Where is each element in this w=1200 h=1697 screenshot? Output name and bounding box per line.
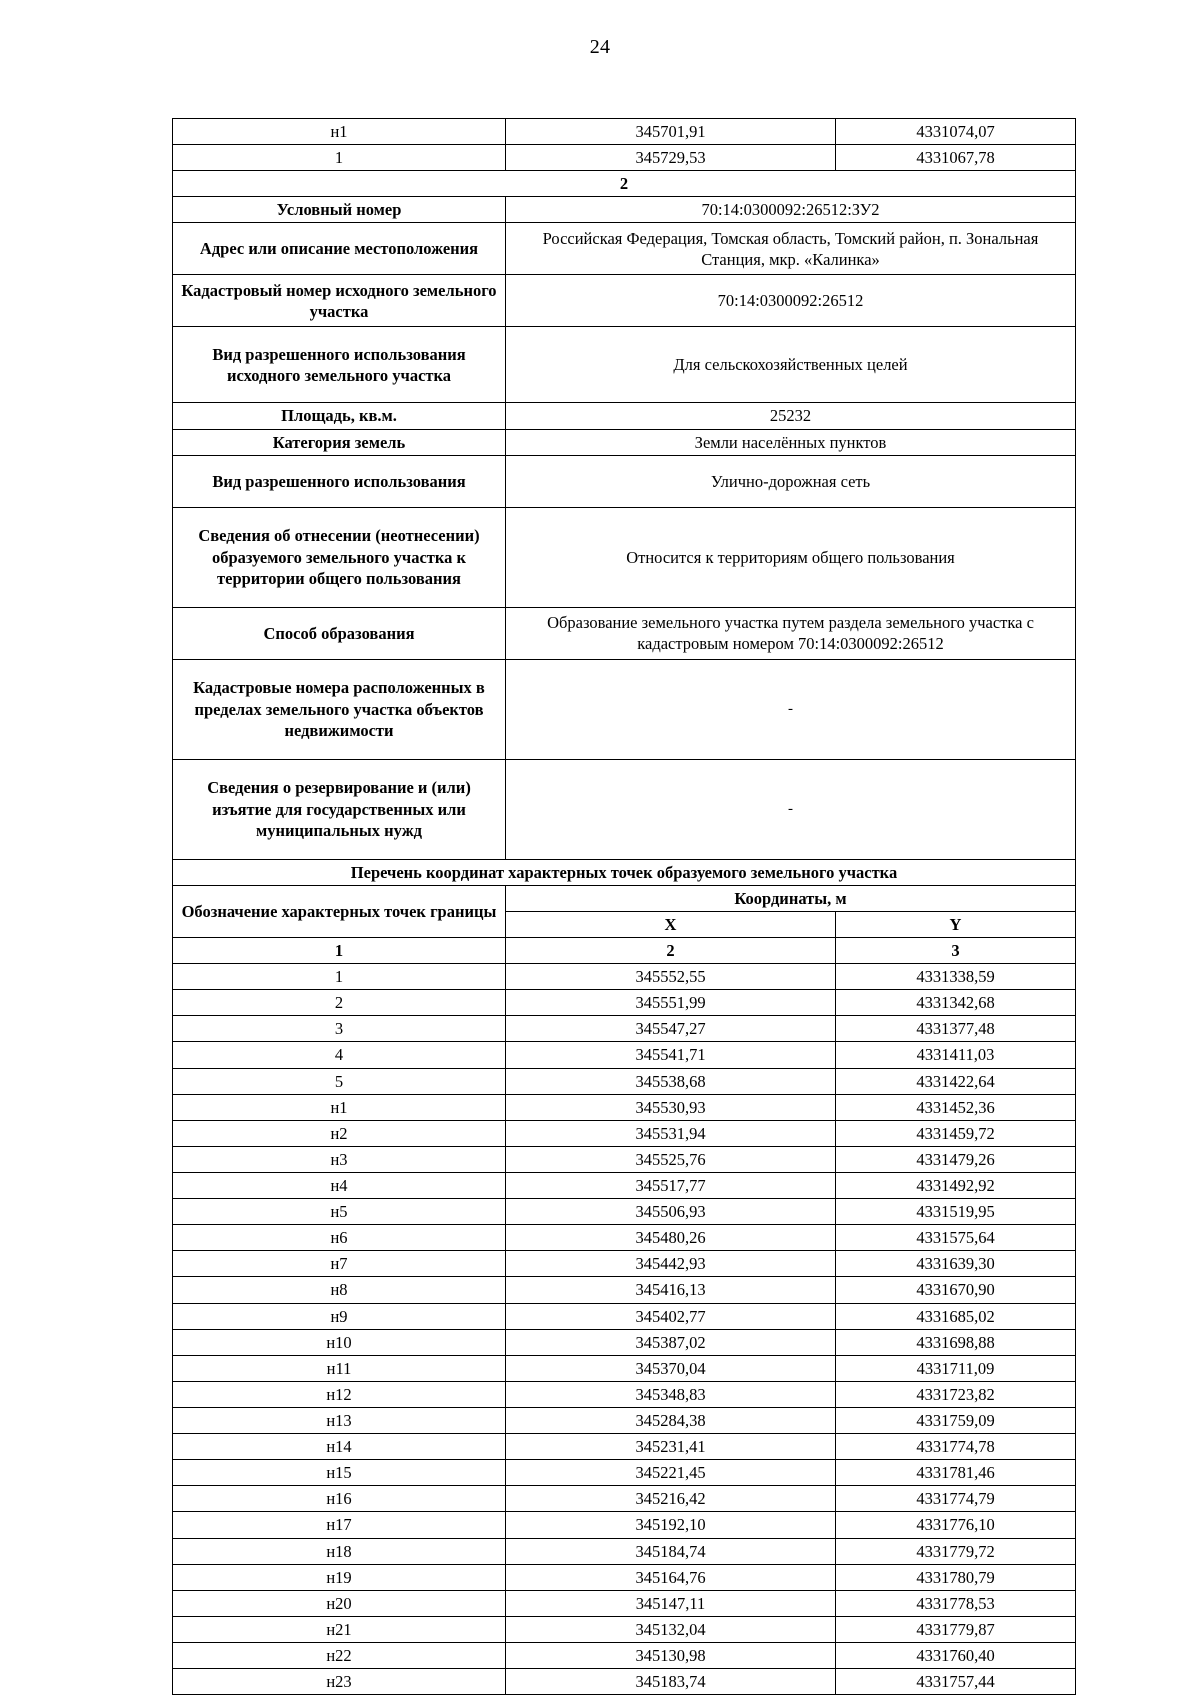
- coords-point-label: н13: [173, 1407, 506, 1433]
- coords-point-x: 345231,41: [506, 1434, 836, 1460]
- coords-point-label: н5: [173, 1199, 506, 1225]
- coords-point-label: н1: [173, 1094, 506, 1120]
- coords-point-x: 345551,99: [506, 990, 836, 1016]
- coords-point-y: 4331411,03: [836, 1042, 1076, 1068]
- coords-point-x: 345192,10: [506, 1512, 836, 1538]
- coords-row: [173, 990, 1076, 1016]
- coords-point-x: 345442,93: [506, 1251, 836, 1277]
- coords-point-label: 5: [173, 1068, 506, 1094]
- coords-row: [173, 1068, 1076, 1094]
- coords-row: [173, 1146, 1076, 1172]
- attribute-row-source-cadastral-number: [173, 275, 1076, 327]
- coords-point-y: 4331575,64: [836, 1225, 1076, 1251]
- coords-row: [173, 1407, 1076, 1433]
- coords-row: [173, 1120, 1076, 1146]
- attribute-value: Для сельскохозяйственных целей: [506, 327, 1076, 403]
- coords-row: [173, 1251, 1076, 1277]
- coords-row: [173, 1590, 1076, 1616]
- column-number-1: 1: [173, 937, 506, 963]
- coords-point-x: 345370,04: [506, 1355, 836, 1381]
- coords-point-label: н9: [173, 1303, 506, 1329]
- coords-row: [173, 1381, 1076, 1407]
- coords-numbering-row: [173, 937, 1076, 963]
- coords-point-y: 4331779,72: [836, 1538, 1076, 1564]
- attribute-label: Площадь, кв.м.: [173, 403, 506, 429]
- attribute-label: Кадастровый номер исходного земельного участка: [173, 275, 506, 327]
- coords-point-y: 4331781,46: [836, 1460, 1076, 1486]
- coords-point-x: 345547,27: [506, 1016, 836, 1042]
- coords-point-y: 4331459,72: [836, 1120, 1076, 1146]
- table-row: [173, 145, 1076, 171]
- coords-point-y: 4331759,09: [836, 1407, 1076, 1433]
- coords-point-y: 4331774,78: [836, 1434, 1076, 1460]
- attribute-value: Относится к территориям общего пользования: [506, 507, 1076, 607]
- coords-point-x: 345552,55: [506, 964, 836, 990]
- point-label: 1: [173, 145, 506, 171]
- coords-point-y: 4331711,09: [836, 1355, 1076, 1381]
- coords-point-label: н11: [173, 1355, 506, 1381]
- coords-point-y: 4331492,92: [836, 1172, 1076, 1198]
- coords-point-x: 345416,13: [506, 1277, 836, 1303]
- attribute-row-permitted-use: [173, 455, 1076, 507]
- coords-point-y: 4331338,59: [836, 964, 1076, 990]
- coords-point-y: 4331723,82: [836, 1381, 1076, 1407]
- coords-point-label: н22: [173, 1642, 506, 1668]
- coords-point-y: 4331422,64: [836, 1068, 1076, 1094]
- coords-point-label: н6: [173, 1225, 506, 1251]
- coords-point-y: 4331760,40: [836, 1642, 1076, 1668]
- coords-point-label: н17: [173, 1512, 506, 1538]
- coords-point-x: 345164,76: [506, 1564, 836, 1590]
- coords-row: [173, 1042, 1076, 1068]
- coords-point-x: 345538,68: [506, 1068, 836, 1094]
- coords-point-x: 345530,93: [506, 1094, 836, 1120]
- land-parcel-table: [172, 118, 1076, 1695]
- coords-point-x: 345216,42: [506, 1486, 836, 1512]
- attribute-row-public-territory: [173, 507, 1076, 607]
- parcel-index-row: [173, 171, 1076, 197]
- coords-point-x: 345402,77: [506, 1303, 836, 1329]
- coords-row: [173, 1669, 1076, 1695]
- coords-point-y: 4331780,79: [836, 1564, 1076, 1590]
- attribute-label: Условный номер: [173, 197, 506, 223]
- coords-point-x: 345221,45: [506, 1460, 836, 1486]
- coords-row: [173, 1564, 1076, 1590]
- coords-point-y: 4331519,95: [836, 1199, 1076, 1225]
- attribute-value: Земли населённых пунктов: [506, 429, 1076, 455]
- coords-row: [173, 1486, 1076, 1512]
- attribute-row-real-estate-objects: [173, 659, 1076, 759]
- attribute-row-source-permitted-use: [173, 327, 1076, 403]
- coords-section-title-row: [173, 859, 1076, 885]
- attribute-row-area: [173, 403, 1076, 429]
- coords-point-label: н4: [173, 1172, 506, 1198]
- table-row: [173, 119, 1076, 145]
- coords-point-label: 1: [173, 964, 506, 990]
- coords-row: [173, 1642, 1076, 1668]
- attribute-value: -: [506, 759, 1076, 859]
- coords-row: [173, 1199, 1076, 1225]
- coords-point-y: 4331670,90: [836, 1277, 1076, 1303]
- coords-point-y: 4331639,30: [836, 1251, 1076, 1277]
- coords-point-y: 4331779,87: [836, 1616, 1076, 1642]
- coords-point-y: 4331342,68: [836, 990, 1076, 1016]
- coords-point-label: 3: [173, 1016, 506, 1042]
- coords-row: [173, 1434, 1076, 1460]
- parcel-index: 2: [173, 171, 1076, 197]
- attribute-value: Образование земельного участка путем раздела земельного участка с кадастровым номером 70:14:0300092:26512: [506, 607, 1076, 659]
- coords-row: [173, 1538, 1076, 1564]
- coords-point-x: 345541,71: [506, 1042, 836, 1068]
- coords-point-label: н18: [173, 1538, 506, 1564]
- coords-x-header: X: [506, 911, 836, 937]
- coords-row: [173, 1277, 1076, 1303]
- attribute-label: Адрес или описание местоположения: [173, 223, 506, 275]
- coords-point-y: 4331774,79: [836, 1486, 1076, 1512]
- attribute-row-formation-method: [173, 607, 1076, 659]
- coords-point-y: 4331377,48: [836, 1016, 1076, 1042]
- page-number: 24: [589, 36, 611, 58]
- coords-point-x: 345517,77: [506, 1172, 836, 1198]
- attribute-value: 70:14:0300092:26512:ЗУ2: [506, 197, 1076, 223]
- coords-point-x: 345531,94: [506, 1120, 836, 1146]
- coords-point-x: 345132,04: [506, 1616, 836, 1642]
- attribute-value: -: [506, 659, 1076, 759]
- coords-point-label: 4: [173, 1042, 506, 1068]
- coords-point-y: 4331757,44: [836, 1669, 1076, 1695]
- coords-row: [173, 1303, 1076, 1329]
- coords-point-x: 345387,02: [506, 1329, 836, 1355]
- coords-point-x: 345130,98: [506, 1642, 836, 1668]
- attribute-row-reservation-seizure: [173, 759, 1076, 859]
- attribute-label: Вид разрешенного использования: [173, 455, 506, 507]
- attribute-value: 25232: [506, 403, 1076, 429]
- attribute-value: Улично-дорожная сеть: [506, 455, 1076, 507]
- coords-point-label: н8: [173, 1277, 506, 1303]
- attribute-row-land-category: [173, 429, 1076, 455]
- coords-point-label: н14: [173, 1434, 506, 1460]
- point-y: 4331067,78: [836, 145, 1076, 171]
- coords-row: [173, 1016, 1076, 1042]
- coords-point-label: н12: [173, 1381, 506, 1407]
- coords-point-label: н16: [173, 1486, 506, 1512]
- coords-point-y: 4331698,88: [836, 1329, 1076, 1355]
- coords-point-label: 2: [173, 990, 506, 1016]
- coords-row: [173, 1355, 1076, 1381]
- coords-point-label: н7: [173, 1251, 506, 1277]
- coords-point-x: 345480,26: [506, 1225, 836, 1251]
- coords-row: [173, 1329, 1076, 1355]
- coords-row: [173, 964, 1076, 990]
- coords-row: [173, 1460, 1076, 1486]
- attribute-value: 70:14:0300092:26512: [506, 275, 1076, 327]
- coords-point-y: 4331776,10: [836, 1512, 1076, 1538]
- column-number-3: 3: [836, 937, 1076, 963]
- point-label: н1: [173, 119, 506, 145]
- attribute-row-address: [173, 223, 1076, 275]
- coords-point-label: н23: [173, 1669, 506, 1695]
- coords-point-label: н15: [173, 1460, 506, 1486]
- coords-point-label: н10: [173, 1329, 506, 1355]
- point-x: 345729,53: [506, 145, 836, 171]
- coords-point-label: н19: [173, 1564, 506, 1590]
- attribute-label: Сведения об отнесении (неотнесении) образуемого земельного участка к территории общего пользования: [173, 507, 506, 607]
- point-x: 345701,91: [506, 119, 836, 145]
- coords-point-y: 4331479,26: [836, 1146, 1076, 1172]
- coords-point-label: н21: [173, 1616, 506, 1642]
- coords-point-x: 345284,38: [506, 1407, 836, 1433]
- coords-row: [173, 1172, 1076, 1198]
- coords-point-x: 345348,83: [506, 1381, 836, 1407]
- coords-point-y: 4331452,36: [836, 1094, 1076, 1120]
- attribute-label: Сведения о резервирование и (или) изъятие для государственных или муниципальных нужд: [173, 759, 506, 859]
- coords-row: [173, 1094, 1076, 1120]
- coords-section-title: Перечень координат характерных точек образуемого земельного участка: [173, 859, 1076, 885]
- coords-point-x: 345525,76: [506, 1146, 836, 1172]
- coords-group-header: Координаты, м: [506, 885, 1076, 911]
- coords-point-y: 4331778,53: [836, 1590, 1076, 1616]
- column-number-2: 2: [506, 937, 836, 963]
- coords-point-x: 345506,93: [506, 1199, 836, 1225]
- coords-point-x: 345184,74: [506, 1538, 836, 1564]
- coords-point-label: н2: [173, 1120, 506, 1146]
- coords-points-header: Обозначение характерных точек границы: [173, 885, 506, 937]
- coords-header-row-1: [173, 885, 1076, 911]
- attribute-value: Российская Федерация, Томская область, Томский район, п. Зональная Станция, мкр. «Калинка»: [506, 223, 1076, 275]
- coords-row: [173, 1225, 1076, 1251]
- attribute-label: Кадастровые номера расположенных в пределах земельного участка объектов недвижимости: [173, 659, 506, 759]
- coords-row: [173, 1512, 1076, 1538]
- attribute-row-uslovny-nomer: [173, 197, 1076, 223]
- attribute-label: Вид разрешенного использования исходного земельного участка: [173, 327, 506, 403]
- table-body: [173, 119, 1076, 964]
- point-y: 4331074,07: [836, 119, 1076, 145]
- coords-y-header: Y: [836, 911, 1076, 937]
- coords-point-x: 345147,11: [506, 1590, 836, 1616]
- coords-point-label: н20: [173, 1590, 506, 1616]
- coords-point-x: 345183,74: [506, 1669, 836, 1695]
- attribute-label: Категория земель: [173, 429, 506, 455]
- coords-point-label: н3: [173, 1146, 506, 1172]
- attribute-label: Способ образования: [173, 607, 506, 659]
- coords-point-y: 4331685,02: [836, 1303, 1076, 1329]
- coords-row: [173, 1616, 1076, 1642]
